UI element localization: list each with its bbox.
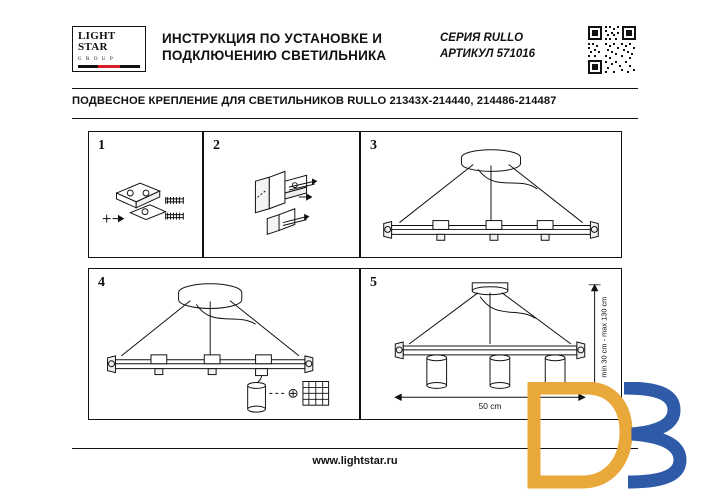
subtitle: ПОДВЕСНОЕ КРЕПЛЕНИЕ ДЛЯ СВЕТИЛЬНИКОВ RULLO 21343X-214440, 214486-214487	[72, 95, 557, 107]
footer-url: www.lightstar.ru	[312, 455, 398, 467]
step-number-4: 4	[98, 275, 105, 290]
logo-color-bar	[78, 65, 140, 68]
step-panel-2	[203, 131, 360, 258]
width-dimension-label: 50 cm	[478, 401, 502, 412]
step-panel-5	[360, 268, 622, 420]
figure-step-3	[361, 132, 621, 257]
logo-group-label: G R O U P	[78, 57, 115, 62]
divider-bottom	[72, 118, 638, 119]
step-number-1: 1	[98, 138, 105, 153]
step-panel-4	[88, 268, 360, 420]
step-number-5: 5	[370, 275, 377, 290]
page-title: ИНСТРУКЦИЯ ПО УСТАНОВКЕ И ПОДКЛЮЧЕНИЮ СВЕТИЛЬНИКА	[162, 31, 387, 63]
figure-step-4	[89, 269, 359, 419]
step-number-2: 2	[213, 138, 220, 153]
series-label: СЕРИЯ RULLO	[440, 32, 524, 44]
divider-footer	[72, 448, 638, 449]
divider-top	[72, 88, 638, 89]
qr-code-icon	[586, 24, 638, 76]
article-label: АРТИКУЛ 571016	[440, 48, 536, 60]
series-article-block	[440, 30, 590, 62]
page-header	[72, 24, 638, 76]
logo-line-2: STAR	[78, 41, 108, 53]
figure-step-5	[361, 269, 621, 419]
logo-line-1: LIGHT	[78, 30, 116, 42]
figure-step-1	[89, 132, 202, 257]
height-dimension-label: min 30 cm - max 130 cm	[599, 296, 609, 378]
step-panel-1	[88, 131, 203, 258]
logo-text	[78, 31, 140, 67]
brand-logo	[72, 26, 146, 72]
step-panel-3	[360, 131, 622, 258]
step-number-3: 3	[370, 138, 377, 153]
figure-step-2	[204, 132, 359, 257]
